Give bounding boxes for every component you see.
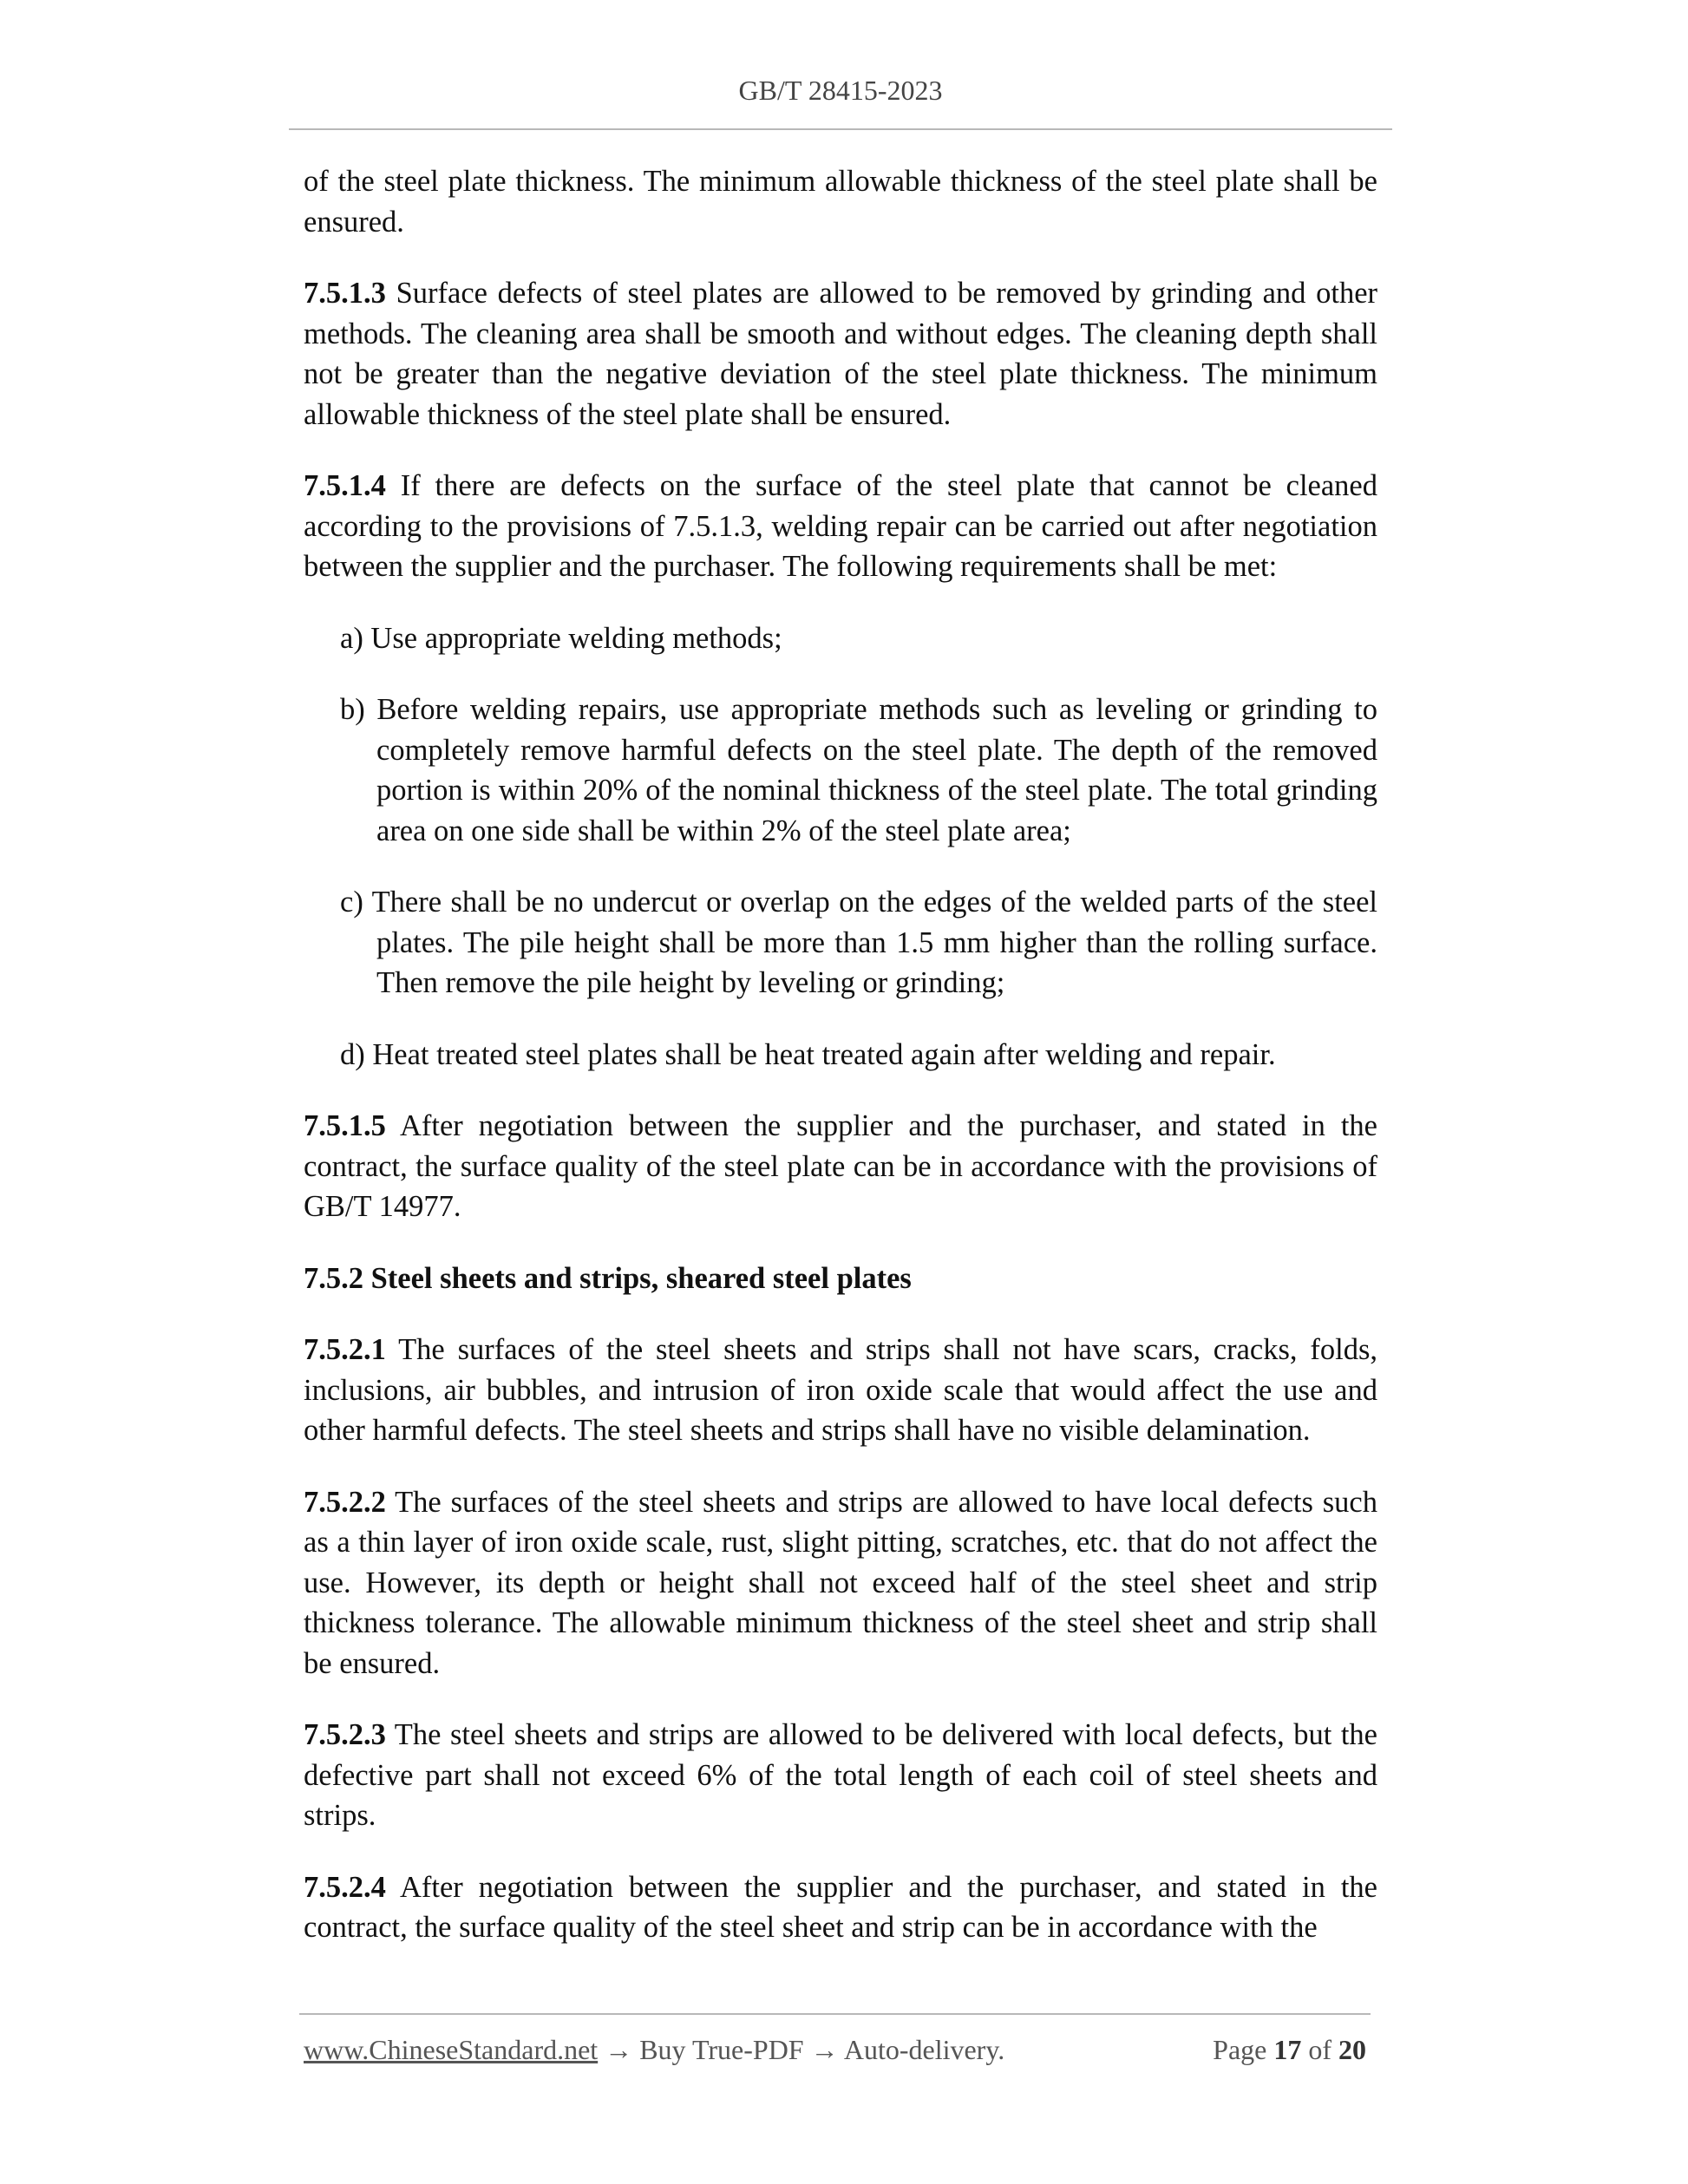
- clause-text: The steel sheets and strips are allowed to be delivered with local defects, but the defective part shall not exceed 6% of the total length of each coil of steel sheets and strips.: [304, 1718, 1377, 1832]
- clause-number: 7.5.2.2: [304, 1485, 386, 1519]
- current-page-number: 17: [1273, 2034, 1302, 2065]
- clause-number: 7.5.2.4: [304, 1870, 386, 1904]
- website-link[interactable]: www.ChineseStandard.net: [304, 2034, 599, 2065]
- clause-text: After negotiation between the supplier and the purchaser, and stated in the contract, the surface quality of the steel sheet and strip can be in accordance with the: [304, 1870, 1377, 1944]
- clause-7-5-1-4: [304, 466, 1377, 587]
- page-header: GB/T 28415-2023: [738, 75, 943, 106]
- footer-tagline: → Buy True-PDF → Auto-delivery.: [598, 2034, 1005, 2065]
- clause-number: 7.5.1.5: [304, 1109, 386, 1142]
- clause-number: 7.5.1.4: [304, 469, 386, 502]
- list-item-b: b) Before welding repairs, use appropriate methods such as leveling or grinding to completely remove harmful defects on the steel plate. The depth of the removed portion is within 20% of the nominal thickness of the steel plate. The total grinding area on one side shall be within 2% of the steel plate area;: [340, 693, 1377, 847]
- clause-text: The surfaces of the steel sheets and strips are allowed to have local defects such as a thin layer of iron oxide scale, rust, slight pitting, scratches, etc. that do not affect the use. However, its depth or height shall not exceed half of the steel sheet and strip thickness tolerance. The allowable minimum thickness of the steel sheet and strip shall be ensured.: [304, 1485, 1377, 1680]
- list-item-c: c) There shall be no undercut or overlap on the edges of the welded parts of the steel plates. The pile height shall be more than 1.5 mm higher than the rolling surface. Then remove the pile height by leveling or grinding;: [340, 886, 1377, 999]
- clause-7-5-1-5: [304, 1106, 1377, 1227]
- clause-7-5-2-1: [304, 1330, 1377, 1451]
- page-label: Page: [1213, 2034, 1274, 2065]
- page-counter: [1213, 2034, 1366, 2066]
- clause-7-5-2-4: [304, 1867, 1377, 1948]
- list-item-d: d) Heat treated steel plates shall be heat treated again after welding and repair.: [340, 1037, 1276, 1071]
- footer-divider: [299, 2013, 1371, 2015]
- section-heading-7-5-2: 7.5.2 Steel sheets and strips, sheared steel plates: [304, 1261, 912, 1295]
- clause-text: The surfaces of the steel sheets and strips shall not have scars, cracks, folds, inclusions, air bubbles, and intrusion of iron oxide scale that would affect the use and other harmful defects. The steel sheets and strips shall have no visible delamination.: [304, 1333, 1377, 1447]
- clause-7-5-2-2: [304, 1482, 1377, 1684]
- clause-text: If there are defects on the surface of the steel plate that cannot be cleaned according to the provisions of 7.5.1.3, welding repair can be carried out after negotiation between the supplier and the purchaser. The following requirements shall be met:: [304, 469, 1377, 583]
- footer-promo: [304, 2034, 1004, 2066]
- clause-text: Surface defects of steel plates are allowed to be removed by grinding and other methods. The cleaning area shall be smooth and without edges. The cleaning depth shall not be greater than the negative deviation of the steel plate thickness. The minimum allowable thickness of the steel plate shall be ensured.: [304, 277, 1377, 431]
- clause-number: 7.5.2.3: [304, 1718, 386, 1751]
- paragraph-continued: of the steel plate thickness. The minimum allowable thickness of the steel plate shall be ensured.: [304, 165, 1377, 239]
- total-pages-number: 20: [1338, 2034, 1366, 2065]
- clause-number: 7.5.1.3: [304, 277, 386, 310]
- clause-number: 7.5.2.1: [304, 1333, 386, 1366]
- list-item-a: a) Use appropriate welding methods;: [340, 621, 782, 655]
- header-divider: [289, 128, 1392, 130]
- of-label: of: [1301, 2034, 1338, 2065]
- document-body: [304, 161, 1377, 1979]
- clause-7-5-2-3: [304, 1715, 1377, 1836]
- clause-text: After negotiation between the supplier and the purchaser, and stated in the contract, the surface quality of the steel plate can be in accordance with the provisions of GB/T 14977.: [304, 1109, 1377, 1223]
- clause-7-5-1-3: [304, 273, 1377, 435]
